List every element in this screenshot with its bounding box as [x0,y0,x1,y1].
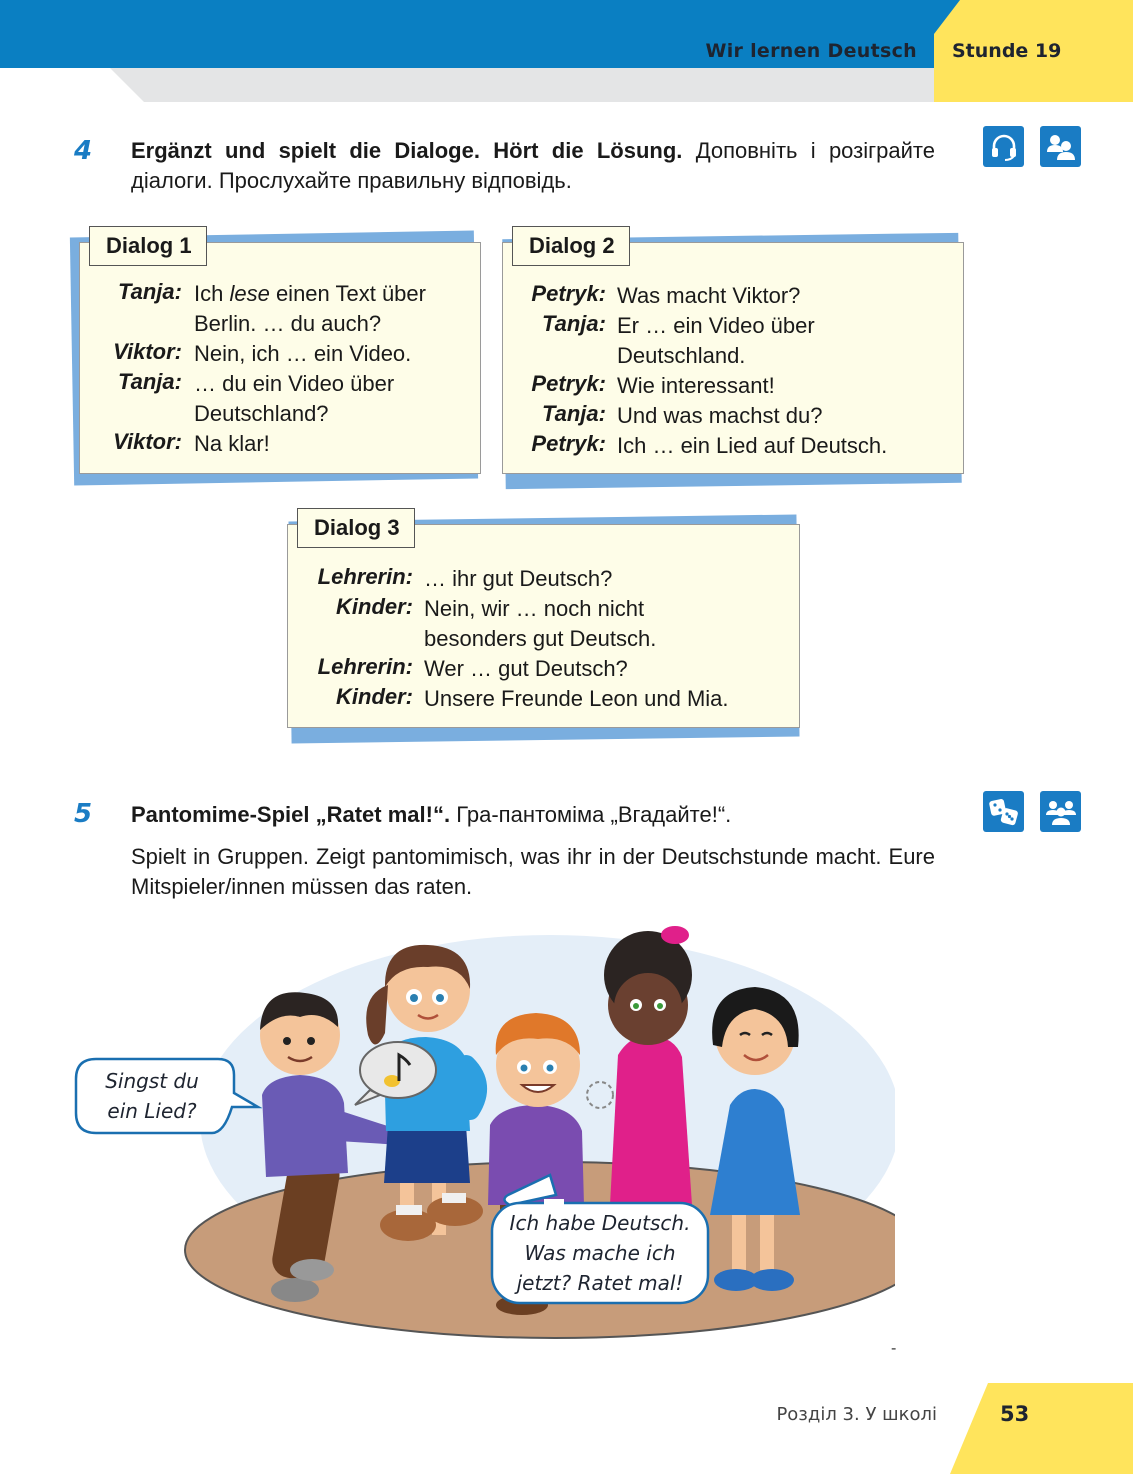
dialog-line: besonders gut Deutsch. [424,626,657,651]
task-body: Spielt in Gruppen. Zeigt pantomimisch, was ihr in der Deutschstunde macht. Eure Mitspieler/innen müssen das raten. [131,844,935,899]
bubble-line: Was mache ich [524,1241,676,1265]
bubble-text [82,1066,222,1126]
dialog-line: Wie interessant! [617,373,775,398]
dialog-line: Ich … ein Lied auf Deutsch. [617,433,888,458]
speaker: Kinder: [336,684,413,709]
dialog-line: Ich lese einen Text über [194,281,426,306]
speaker: Petryk: [531,431,606,456]
dialog-line: Nein, ich … ein Video. [194,341,412,366]
dialog-line: Er … ein Video über [617,313,815,338]
speaker: Tanja: [118,369,182,394]
dialog-line: … du ein Video über [194,371,395,396]
speaker: Tanja: [542,311,606,336]
task-number: 4 [74,136,93,166]
speaker: Viktor: [113,339,182,364]
footer-yellow-tab [950,1383,1133,1474]
game-dice-icon[interactable] [983,791,1024,832]
lesson-label: Stunde 19 [952,40,1062,62]
dialog-line: Wer … gut Deutsch? [424,656,628,681]
speaker: Lehrerin: [317,654,413,679]
dialog2-title: Dialog 2 [512,226,630,266]
dialog-line: Deutschland? [194,401,329,426]
speaker: Viktor: [113,429,182,454]
speaker: Petryk: [531,371,606,396]
speaker: Kinder: [336,594,413,619]
stray-mark: - [891,1340,897,1357]
book-title: Wir lernen Deutsch [705,40,917,62]
task-instruction [131,136,935,196]
group-work-icon[interactable] [1040,791,1081,832]
speaker: Tanja: [542,401,606,426]
bubble-text [492,1208,708,1298]
dialog3-title: Dialog 3 [297,508,415,548]
bubble-line: jetzt? Ratet mal! [516,1271,684,1295]
bubble-line: Singst du [105,1069,199,1093]
bubble-line: ein Lied? [107,1099,197,1123]
task-title-de: Ergänzt und spielt die Dialoge. Hört die Lösung. [131,138,683,163]
emphasized-word: lese [229,281,270,306]
dialog-line: Was macht Viktor? [617,283,801,308]
dialog-line: Na klar! [194,431,270,456]
dialog-line: … ihr gut Deutsch? [424,566,613,591]
dialog-line: Berlin. … du auch? [194,311,382,336]
bubble-line: Ich habe Deutsch. [509,1211,691,1235]
dialog1-title: Dialog 1 [89,226,207,266]
task-instruction [131,800,935,830]
dialog-line: Und was machst du? [617,403,823,428]
dialog-line: Nein, wir … noch nicht [424,596,645,621]
task-title-de: Pantomime-Spiel „Ratet mal!“. [131,802,451,827]
chapter-label: Розділ 3. У школі [776,1404,937,1425]
pair-work-icon[interactable] [1040,126,1081,167]
dialog-line: Deutschland. [617,343,746,368]
speaker: Tanja: [118,279,182,304]
task-number: 5 [74,799,93,829]
task-title-uk: Доповніть і розіграйте діалоги. Прослухайте правильну відповідь. [131,138,935,193]
speaker: Lehrerin: [317,564,413,589]
task-title-uk: Гра-пантоміма „Вгадайте!“. [456,802,732,827]
speaker: Petryk: [531,281,606,306]
header-gray-strip [110,68,950,102]
dialog-line: Unsere Freunde Leon und Mia. [424,686,729,711]
page-number: 53 [1000,1402,1030,1426]
headphones-icon[interactable] [983,126,1024,167]
